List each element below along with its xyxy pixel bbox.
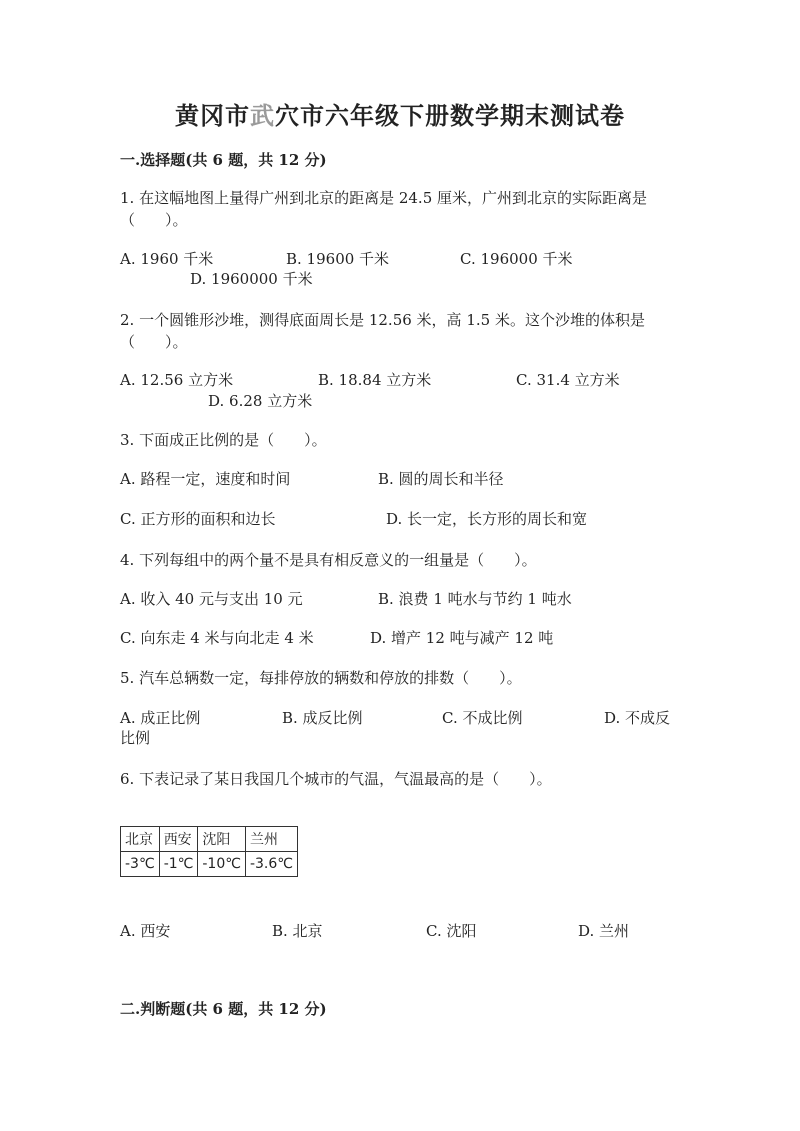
q2-option-b[interactable]: B. 18.84 立方米 bbox=[318, 371, 432, 389]
table-cell-temp: -3.6℃ bbox=[245, 852, 297, 877]
q5-option-c[interactable]: C. 不成比例 bbox=[442, 709, 523, 727]
q6-option-a[interactable]: A. 西安 bbox=[120, 922, 171, 940]
q5-option-a[interactable]: A. 成正比例 bbox=[120, 709, 201, 727]
q1-option-d[interactable]: D. 1960000 千米 bbox=[190, 270, 313, 288]
question-1-text: 1. 在这幅地图上量得广州到北京的距离是 24.5 厘米，广州到北京的实际距离是 bbox=[120, 189, 648, 207]
title-suffix: 穴市六年级下册数学期末测试卷 bbox=[275, 101, 625, 130]
table-cell-city: 沈阳 bbox=[198, 827, 246, 852]
q3-option-c[interactable]: C. 正方形的面积和边长 bbox=[120, 510, 276, 528]
q2-option-c[interactable]: C. 31.4 立方米 bbox=[516, 371, 620, 389]
q2-option-a[interactable]: A. 12.56 立方米 bbox=[120, 371, 234, 389]
table-cell-temp: -1℃ bbox=[159, 852, 198, 877]
q6-option-b[interactable]: B. 北京 bbox=[272, 922, 323, 940]
question-5: 5. 汽车总辆数一定，每排停放的辆数和停放的排数（ ）。 bbox=[120, 669, 522, 687]
section-heading-judgment: 二.判断题(共 6 题，共 12 分) bbox=[120, 1000, 327, 1018]
question-1 bbox=[120, 187, 680, 231]
q4-option-b[interactable]: B. 浪费 1 吨水与节约 1 吨水 bbox=[378, 590, 572, 608]
q4-option-d[interactable]: D. 增产 12 吨与减产 12 吨 bbox=[370, 629, 554, 647]
q3-option-d[interactable]: D. 长一定，长方形的周长和宽 bbox=[386, 510, 588, 528]
q3-option-a[interactable]: A. 路程一定，速度和时间 bbox=[120, 470, 291, 488]
q5-option-d-wrap: 比例 bbox=[120, 729, 151, 747]
q1-option-c[interactable]: C. 196000 千米 bbox=[460, 250, 573, 268]
table-cell-city: 西安 bbox=[159, 827, 198, 852]
q6-option-c[interactable]: C. 沈阳 bbox=[426, 922, 477, 940]
q1-option-b[interactable]: B. 19600 千米 bbox=[286, 250, 390, 268]
title-prefix: 黄冈市 bbox=[175, 101, 250, 130]
question-2 bbox=[120, 309, 680, 353]
section-heading-choice: 一.选择题(共 6 题，共 12 分) bbox=[120, 151, 327, 169]
table-row bbox=[121, 827, 298, 852]
title-highlight: 武 bbox=[250, 101, 275, 130]
question-2-text: 2. 一个圆锥形沙堆，测得底面周长是 12.56 米，高 1.5 米。这个沙堆的体积是 bbox=[120, 311, 645, 329]
table-cell-city: 兰州 bbox=[245, 827, 297, 852]
q4-option-a[interactable]: A. 收入 40 元与支出 10 元 bbox=[120, 590, 303, 608]
question-6: 6. 下表记录了某日我国几个城市的气温，气温最高的是（ ）。 bbox=[120, 770, 552, 788]
q5-option-b[interactable]: B. 成反比例 bbox=[282, 709, 363, 727]
q5-option-d[interactable]: D. 不成反 bbox=[604, 709, 671, 727]
table-row bbox=[121, 852, 298, 877]
question-3: 3. 下面成正比例的是（ ）。 bbox=[120, 431, 327, 449]
question-1-text-cont: （ ）。 bbox=[120, 211, 188, 229]
q3-option-b[interactable]: B. 圆的周长和半径 bbox=[378, 470, 504, 488]
q1-option-a[interactable]: A. 1960 千米 bbox=[120, 250, 214, 268]
temperature-table bbox=[120, 826, 298, 877]
table-cell-city: 北京 bbox=[121, 827, 160, 852]
question-4: 4. 下列每组中的两个量不是具有相反意义的一组量是（ ）。 bbox=[120, 551, 537, 569]
q4-option-c[interactable]: C. 向东走 4 米与向北走 4 米 bbox=[120, 629, 314, 647]
q2-option-d[interactable]: D. 6.28 立方米 bbox=[208, 392, 313, 410]
question-2-text-cont: （ ）。 bbox=[120, 333, 188, 351]
page-title bbox=[0, 96, 800, 131]
q6-option-d[interactable]: D. 兰州 bbox=[578, 922, 630, 940]
table-cell-temp: -10℃ bbox=[198, 852, 246, 877]
table-cell-temp: -3℃ bbox=[121, 852, 160, 877]
